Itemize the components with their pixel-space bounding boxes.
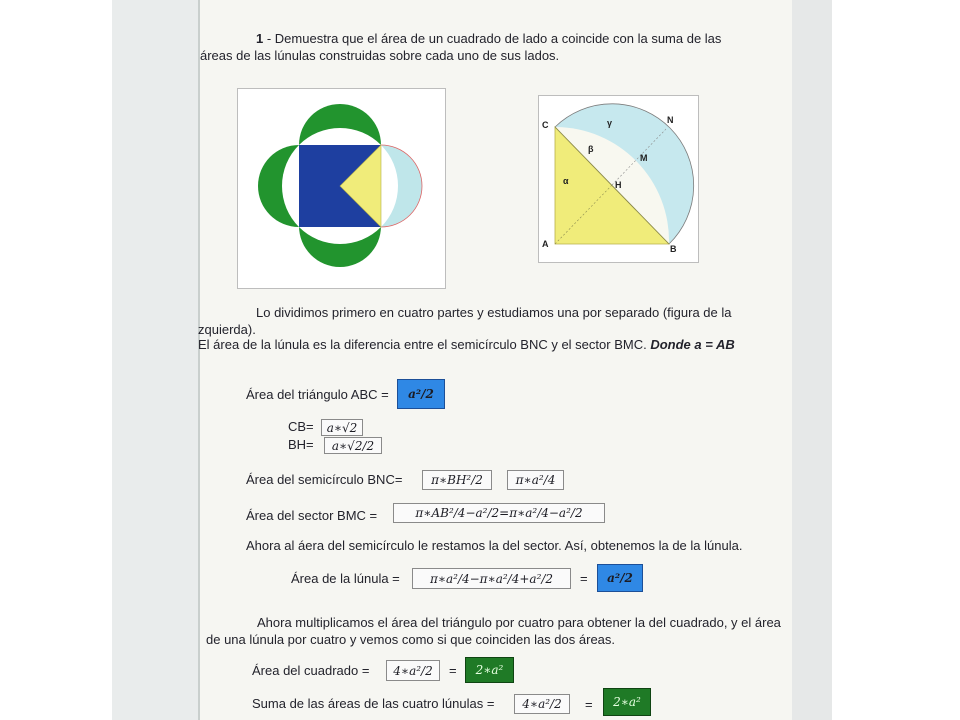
bh-value: a∗√2/2 [324, 437, 382, 454]
label-h: H [615, 180, 622, 190]
lunula-definition-text: El área de la lúnula es la diferencia entre el semicírculo BNC y el sector BMC. [198, 337, 647, 352]
label-b: B [670, 244, 677, 254]
lunulas-sum-label: Suma de las áreas de las cuatro lúnulas = [252, 696, 495, 711]
cb-label: CB= [288, 419, 314, 434]
label-gamma: γ [607, 118, 613, 128]
square-area-result: 2∗a² [465, 657, 514, 683]
paragraph-3-line-1: Ahora multiplicamos el área del triángulo por cuatro para obtener la del cuadrado, y el área [257, 615, 781, 630]
label-n: N [667, 115, 674, 125]
paragraph-1-line-1: Lo dividimos primero en cuatro partes y estudiamos una por separado (figura de la [256, 305, 732, 320]
square-area-expression: 4∗a²/2 [386, 660, 440, 681]
lunula-area-result: a²/2 [597, 564, 643, 592]
problem-number: 1 [256, 31, 264, 46]
label-a: A [542, 239, 549, 249]
label-alpha: α [563, 176, 569, 186]
lunula-area-expression: π∗a²/4−π∗a²/4+a²/2 [412, 568, 571, 589]
definition-a-ab: Donde a = AB [650, 337, 735, 352]
cb-value: a∗√2 [321, 419, 363, 436]
lunulas-sum-equals: = [585, 697, 593, 712]
lunulas-sum-result: 2∗a² [603, 688, 651, 716]
lunula-equals: = [580, 571, 588, 586]
label-m: M [640, 153, 648, 163]
paragraph-1-line-2: zquierda). [198, 322, 256, 337]
square-equals: = [449, 663, 457, 678]
label-c: C [542, 120, 549, 130]
label-beta: β [588, 144, 594, 154]
sector-area-value: π∗AB²/4−a²/2=π∗a²/4−a²/2 [393, 503, 605, 523]
semicircle-area-label: Área del semicírculo BNC= [246, 472, 403, 487]
triangle-area-label: Área del triángulo ABC = [246, 387, 389, 402]
square-lunes-drawing [238, 89, 445, 288]
right-margin-background [792, 0, 832, 720]
problem-text-1: - Demuestra que el área de un cuadrado de lado a coincide con la suma de las [263, 31, 722, 46]
square-area-label: Área del cuadrado = [252, 663, 370, 678]
bh-label: BH= [288, 437, 314, 452]
problem-statement-line-2: áreas de las lúnulas construidas sobre cada uno de sus lados. [200, 48, 560, 63]
sector-area-label: Área del sector BMC = [246, 508, 378, 523]
triangle-area-value: a²/2 [397, 379, 445, 409]
lunulas-sum-expression: 4∗a²/2 [514, 694, 570, 714]
problem-statement-line-1 [256, 31, 721, 47]
semicircle-area-value-2: π∗a²/4 [507, 470, 564, 490]
paragraph-2: Ahora al áera del semicírculo le restamos la del sector. Así, obtenemos la de la lúnula. [246, 538, 743, 553]
page-left-rule [198, 0, 200, 720]
lunula-area-label: Área de la lúnula = [291, 571, 400, 586]
semicircle-area-value-1: π∗BH²/2 [422, 470, 492, 490]
figure-triangle-lune [538, 95, 699, 263]
figure-square-lunes [237, 88, 446, 289]
left-margin-background [112, 0, 200, 720]
paragraph-1-line-3 [198, 337, 735, 353]
paragraph-3-line-2: de una lúnula por cuatro y vemos como si que coinciden las dos áreas. [206, 632, 616, 647]
